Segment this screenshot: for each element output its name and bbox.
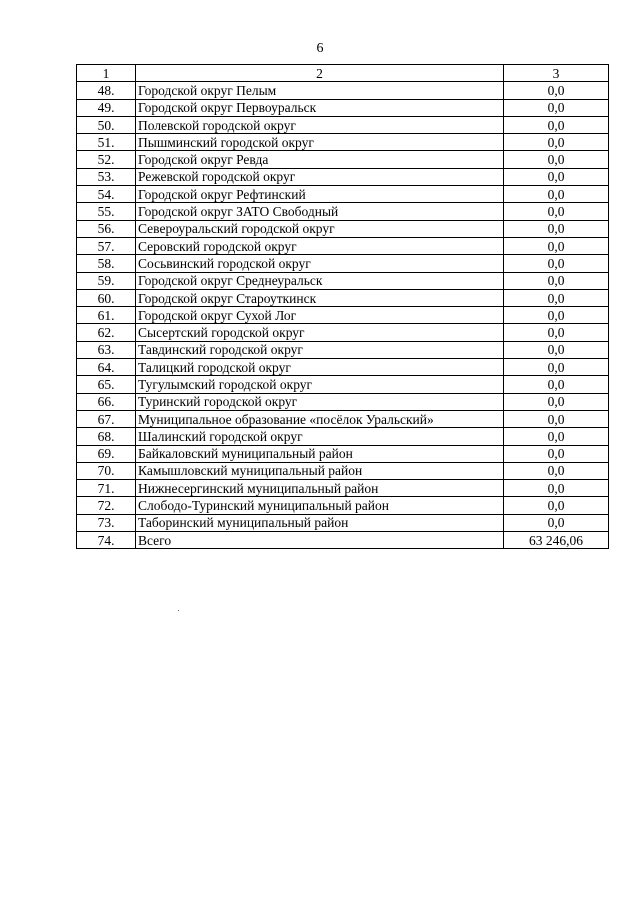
allocation-table (76, 64, 609, 549)
municipality-name: Тугулымский городской округ (136, 376, 504, 393)
row-number: 57. (77, 237, 136, 254)
amount-value: 0,0 (504, 445, 609, 462)
amount-value: 0,0 (504, 289, 609, 306)
column-header-number: 1 (77, 65, 136, 82)
row-number: 58. (77, 255, 136, 272)
table-row (77, 168, 609, 185)
municipality-name: Туринский городской округ (136, 393, 504, 410)
municipality-name: Городской округ ЗАТО Свободный (136, 203, 504, 220)
table-row (77, 307, 609, 324)
table-row (77, 99, 609, 116)
table-row (77, 203, 609, 220)
amount-value: 0,0 (504, 307, 609, 324)
municipality-name: Серовский городской округ (136, 237, 504, 254)
municipality-name: Городской округ Рефтинский (136, 186, 504, 203)
column-header-name: 2 (136, 65, 504, 82)
row-number: 55. (77, 203, 136, 220)
municipality-name: Муниципальное образование «посёлок Уральский» (136, 410, 504, 427)
table-row (77, 445, 609, 462)
amount-value: 0,0 (504, 462, 609, 479)
row-number: 69. (77, 445, 136, 462)
amount-value: 0,0 (504, 168, 609, 185)
table-row (77, 289, 609, 306)
row-number: 52. (77, 151, 136, 168)
table-row (77, 462, 609, 479)
amount-value: 0,0 (504, 116, 609, 133)
row-number: 50. (77, 116, 136, 133)
municipality-name: Городской округ Ревда (136, 151, 504, 168)
municipality-name: Таборинский муниципальный район (136, 514, 504, 531)
amount-value: 0,0 (504, 393, 609, 410)
municipality-name: Байкаловский муниципальный район (136, 445, 504, 462)
amount-value: 0,0 (504, 480, 609, 497)
municipality-name: Нижнесергинский муниципальный район (136, 480, 504, 497)
municipality-name: Камышловский муниципальный район (136, 462, 504, 479)
municipality-name: Режевской городской округ (136, 168, 504, 185)
municipality-name: Талицкий городской округ (136, 359, 504, 376)
amount-value: 0,0 (504, 82, 609, 99)
row-number: 66. (77, 393, 136, 410)
row-number: 70. (77, 462, 136, 479)
row-number: 60. (77, 289, 136, 306)
row-number: 48. (77, 82, 136, 99)
table-row (77, 272, 609, 289)
amount-value: 0,0 (504, 376, 609, 393)
row-number: 59. (77, 272, 136, 289)
table-row (77, 186, 609, 203)
municipality-name: Городской округ Пелым (136, 82, 504, 99)
amount-value: 0,0 (504, 428, 609, 445)
row-number: 61. (77, 307, 136, 324)
row-number: 51. (77, 134, 136, 151)
scan-speck (178, 610, 179, 611)
municipality-name: Сосьвинский городской округ (136, 255, 504, 272)
row-number: 63. (77, 341, 136, 358)
municipality-name: Всего (136, 532, 504, 549)
amount-value: 0,0 (504, 341, 609, 358)
page-number: 6 (316, 41, 324, 56)
table-header-row (77, 65, 609, 82)
table-row (77, 324, 609, 341)
row-number: 56. (77, 220, 136, 237)
amount-value: 0,0 (504, 237, 609, 254)
amount-value: 0,0 (504, 186, 609, 203)
table-row (77, 480, 609, 497)
amount-value: 0,0 (504, 514, 609, 531)
amount-value: 0,0 (504, 134, 609, 151)
table-row (77, 220, 609, 237)
row-number: 72. (77, 497, 136, 514)
table-row (77, 376, 609, 393)
table-row (77, 116, 609, 133)
table-row (77, 497, 609, 514)
table-row (77, 237, 609, 254)
table-row (77, 134, 609, 151)
table-row (77, 151, 609, 168)
row-number: 71. (77, 480, 136, 497)
municipality-name: Тавдинский городской округ (136, 341, 504, 358)
row-number: 73. (77, 514, 136, 531)
amount-value: 0,0 (504, 255, 609, 272)
municipality-name: Шалинский городской округ (136, 428, 504, 445)
column-header-value: 3 (504, 65, 609, 82)
amount-value: 63 246,06 (504, 532, 609, 549)
row-number: 49. (77, 99, 136, 116)
amount-value: 0,0 (504, 410, 609, 427)
table-body (77, 82, 609, 549)
table-row (77, 359, 609, 376)
row-number: 62. (77, 324, 136, 341)
municipality-name: Городской округ Староуткинск (136, 289, 504, 306)
table-row (77, 255, 609, 272)
amount-value: 0,0 (504, 359, 609, 376)
municipality-name: Слободо-Туринский муниципальный район (136, 497, 504, 514)
amount-value: 0,0 (504, 203, 609, 220)
amount-value: 0,0 (504, 272, 609, 289)
row-number: 54. (77, 186, 136, 203)
municipality-name: Североуральский городской округ (136, 220, 504, 237)
row-number: 65. (77, 376, 136, 393)
municipality-name: Полевской городской округ (136, 116, 504, 133)
table-row (77, 410, 609, 427)
amount-value: 0,0 (504, 497, 609, 514)
amount-value: 0,0 (504, 99, 609, 116)
table-row (77, 428, 609, 445)
municipality-name: Городской округ Среднеуральск (136, 272, 504, 289)
row-number: 74. (77, 532, 136, 549)
row-number: 67. (77, 410, 136, 427)
table-row (77, 514, 609, 531)
amount-value: 0,0 (504, 324, 609, 341)
row-number: 53. (77, 168, 136, 185)
municipality-name: Пышминский городской округ (136, 134, 504, 151)
amount-value: 0,0 (504, 220, 609, 237)
amount-value: 0,0 (504, 151, 609, 168)
table-row (77, 82, 609, 99)
table-row-total (77, 532, 609, 549)
table-row (77, 341, 609, 358)
row-number: 68. (77, 428, 136, 445)
municipality-name: Городской округ Сухой Лог (136, 307, 504, 324)
table-row (77, 393, 609, 410)
municipality-name: Сысертский городской округ (136, 324, 504, 341)
row-number: 64. (77, 359, 136, 376)
municipality-name: Городской округ Первоуральск (136, 99, 504, 116)
